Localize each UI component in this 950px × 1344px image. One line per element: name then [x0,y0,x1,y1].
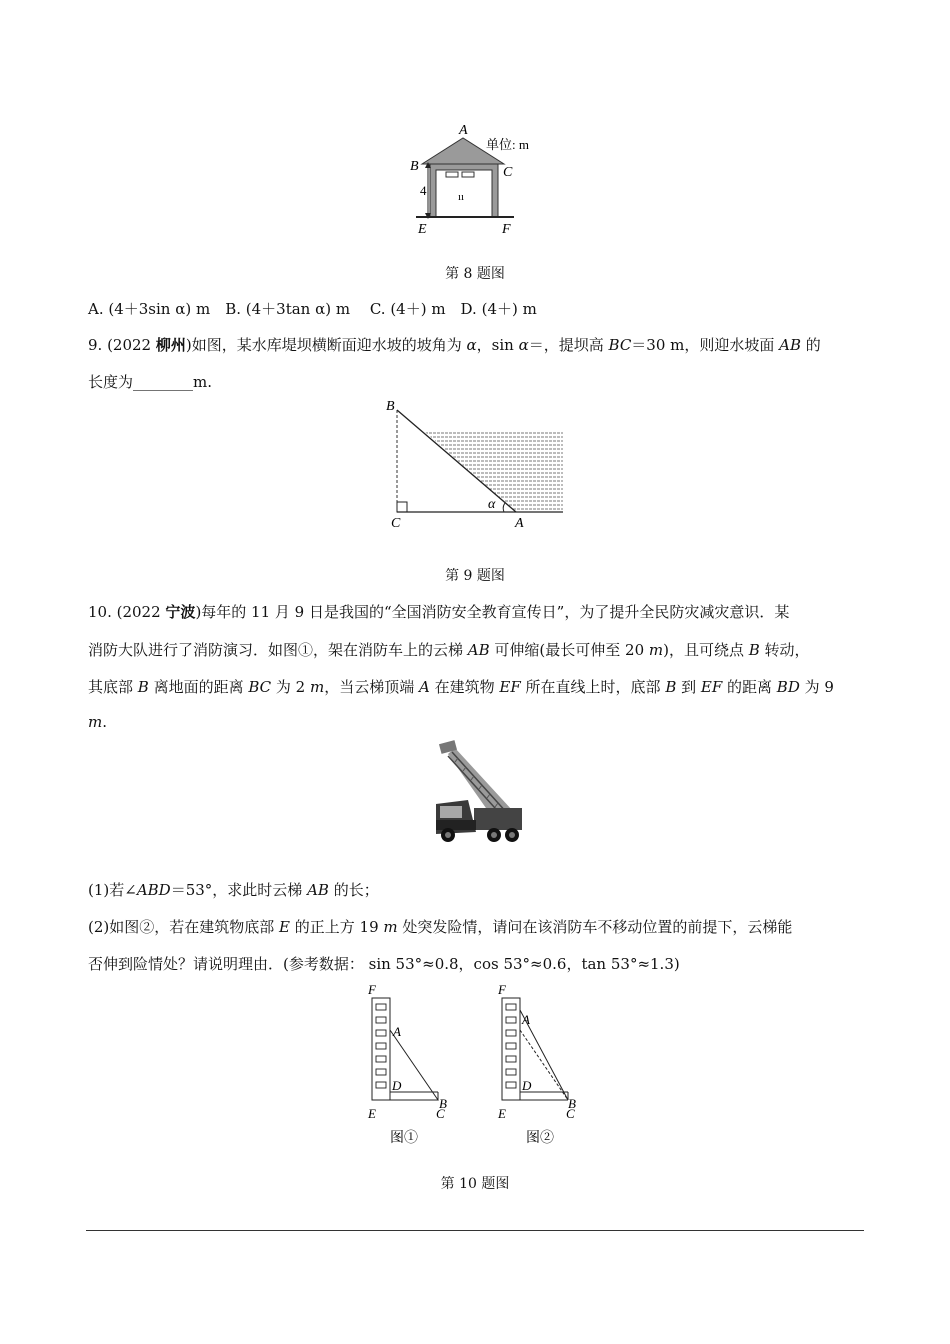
q10-line4: m. [88,713,108,731]
q8-options: A. (4＋3sin α) m B. (4＋3tan α) m C. (4＋) m D. (4＋) m [88,300,537,318]
fig10a-label-F: F [368,982,376,997]
q10-sub2: (2)如图②，若在建筑物底部 E 的正上方 19 m 处突发险情，请问在该消防车不移动位置的前提下，云梯能 [88,918,793,936]
fig10b-label-C: C [566,1106,575,1121]
fig8-unit: 单位: m [486,137,529,152]
fig9-label-C: C [391,516,401,531]
fig8-label-height: 4 [420,183,427,198]
fig8-label-F: F [502,222,511,237]
fig10a-label-D: D [392,1078,402,1093]
q9-line1: 9. (2022 柳州)如图，某水库堤坝横断面迎水坡的坡角为 α，sin α＝，提坝高 BC＝30 m，则迎水坡面 AB 的 [88,336,821,354]
fig9-caption: 第 9 题图 [445,568,505,584]
q9-line2: 长度为________m. [88,373,212,391]
fig10a-label-A: A [393,1024,401,1039]
fig10b-label-E: E [498,1106,506,1121]
fig9-label-alpha: α [488,497,496,512]
q10-line2: 消防大队进行了消防演习．如图①，架在消防车上的云梯 AB 可伸缩(最长可伸至 20 m)，且可绕点 B 转动， [88,641,810,659]
q10-line1: 10. (2022 宁波)每年的 11 月 9 日是我国的“全国消防安全教育宣传日”，为了提升全民防灾减灾意识．某 [88,603,790,621]
fig9-label-A: A [515,516,524,531]
fig8-label-A: A [459,123,468,138]
q10-line3: 其底部 B 离地面的距离 BC 为 2 m，当云梯顶端 A 在建筑物 EF 所在直线上时，底部 B 到 EF 的距离 BD 为 9 [88,678,834,696]
fig8-caption: 第 8 题图 [445,266,505,282]
fig8-label-E: E [418,222,427,237]
fig10-sub1-caption: 图① [390,1131,418,1146]
fig10b-label-B: B [568,1096,576,1111]
fig8-label-C: C [503,165,513,180]
figure-8-house [400,118,560,240]
q10-sub1: (1)若∠ABD＝53°，求此时云梯 AB 的长； [88,881,379,899]
fig10b-label-F: F [498,982,506,997]
fig10-sub2-caption: 图② [526,1131,554,1146]
fig10b-label-D: D [522,1078,532,1093]
bottom-rule [86,1230,864,1231]
fig10a-label-C: C [436,1106,445,1121]
fig10a-label-B: B [439,1096,447,1111]
fig8-label-B: B [410,159,419,174]
figure-9-dam [385,396,570,531]
fig9-label-B: B [386,399,395,414]
fig10a-label-E: E [368,1106,376,1121]
svg-text:ıı: ıı [458,191,465,203]
fig10b-label-A: A [522,1012,530,1027]
figure-10-diagrams [360,980,600,1165]
fig10-caption: 第 10 题图 [440,1176,510,1192]
q10-sub3: 否伸到险情处？请说明理由．(参考数据： sin 53°≈0.8，cos 53°≈0.6，tan 53°≈1.3) [88,955,680,973]
fire-truck-image [430,740,530,842]
